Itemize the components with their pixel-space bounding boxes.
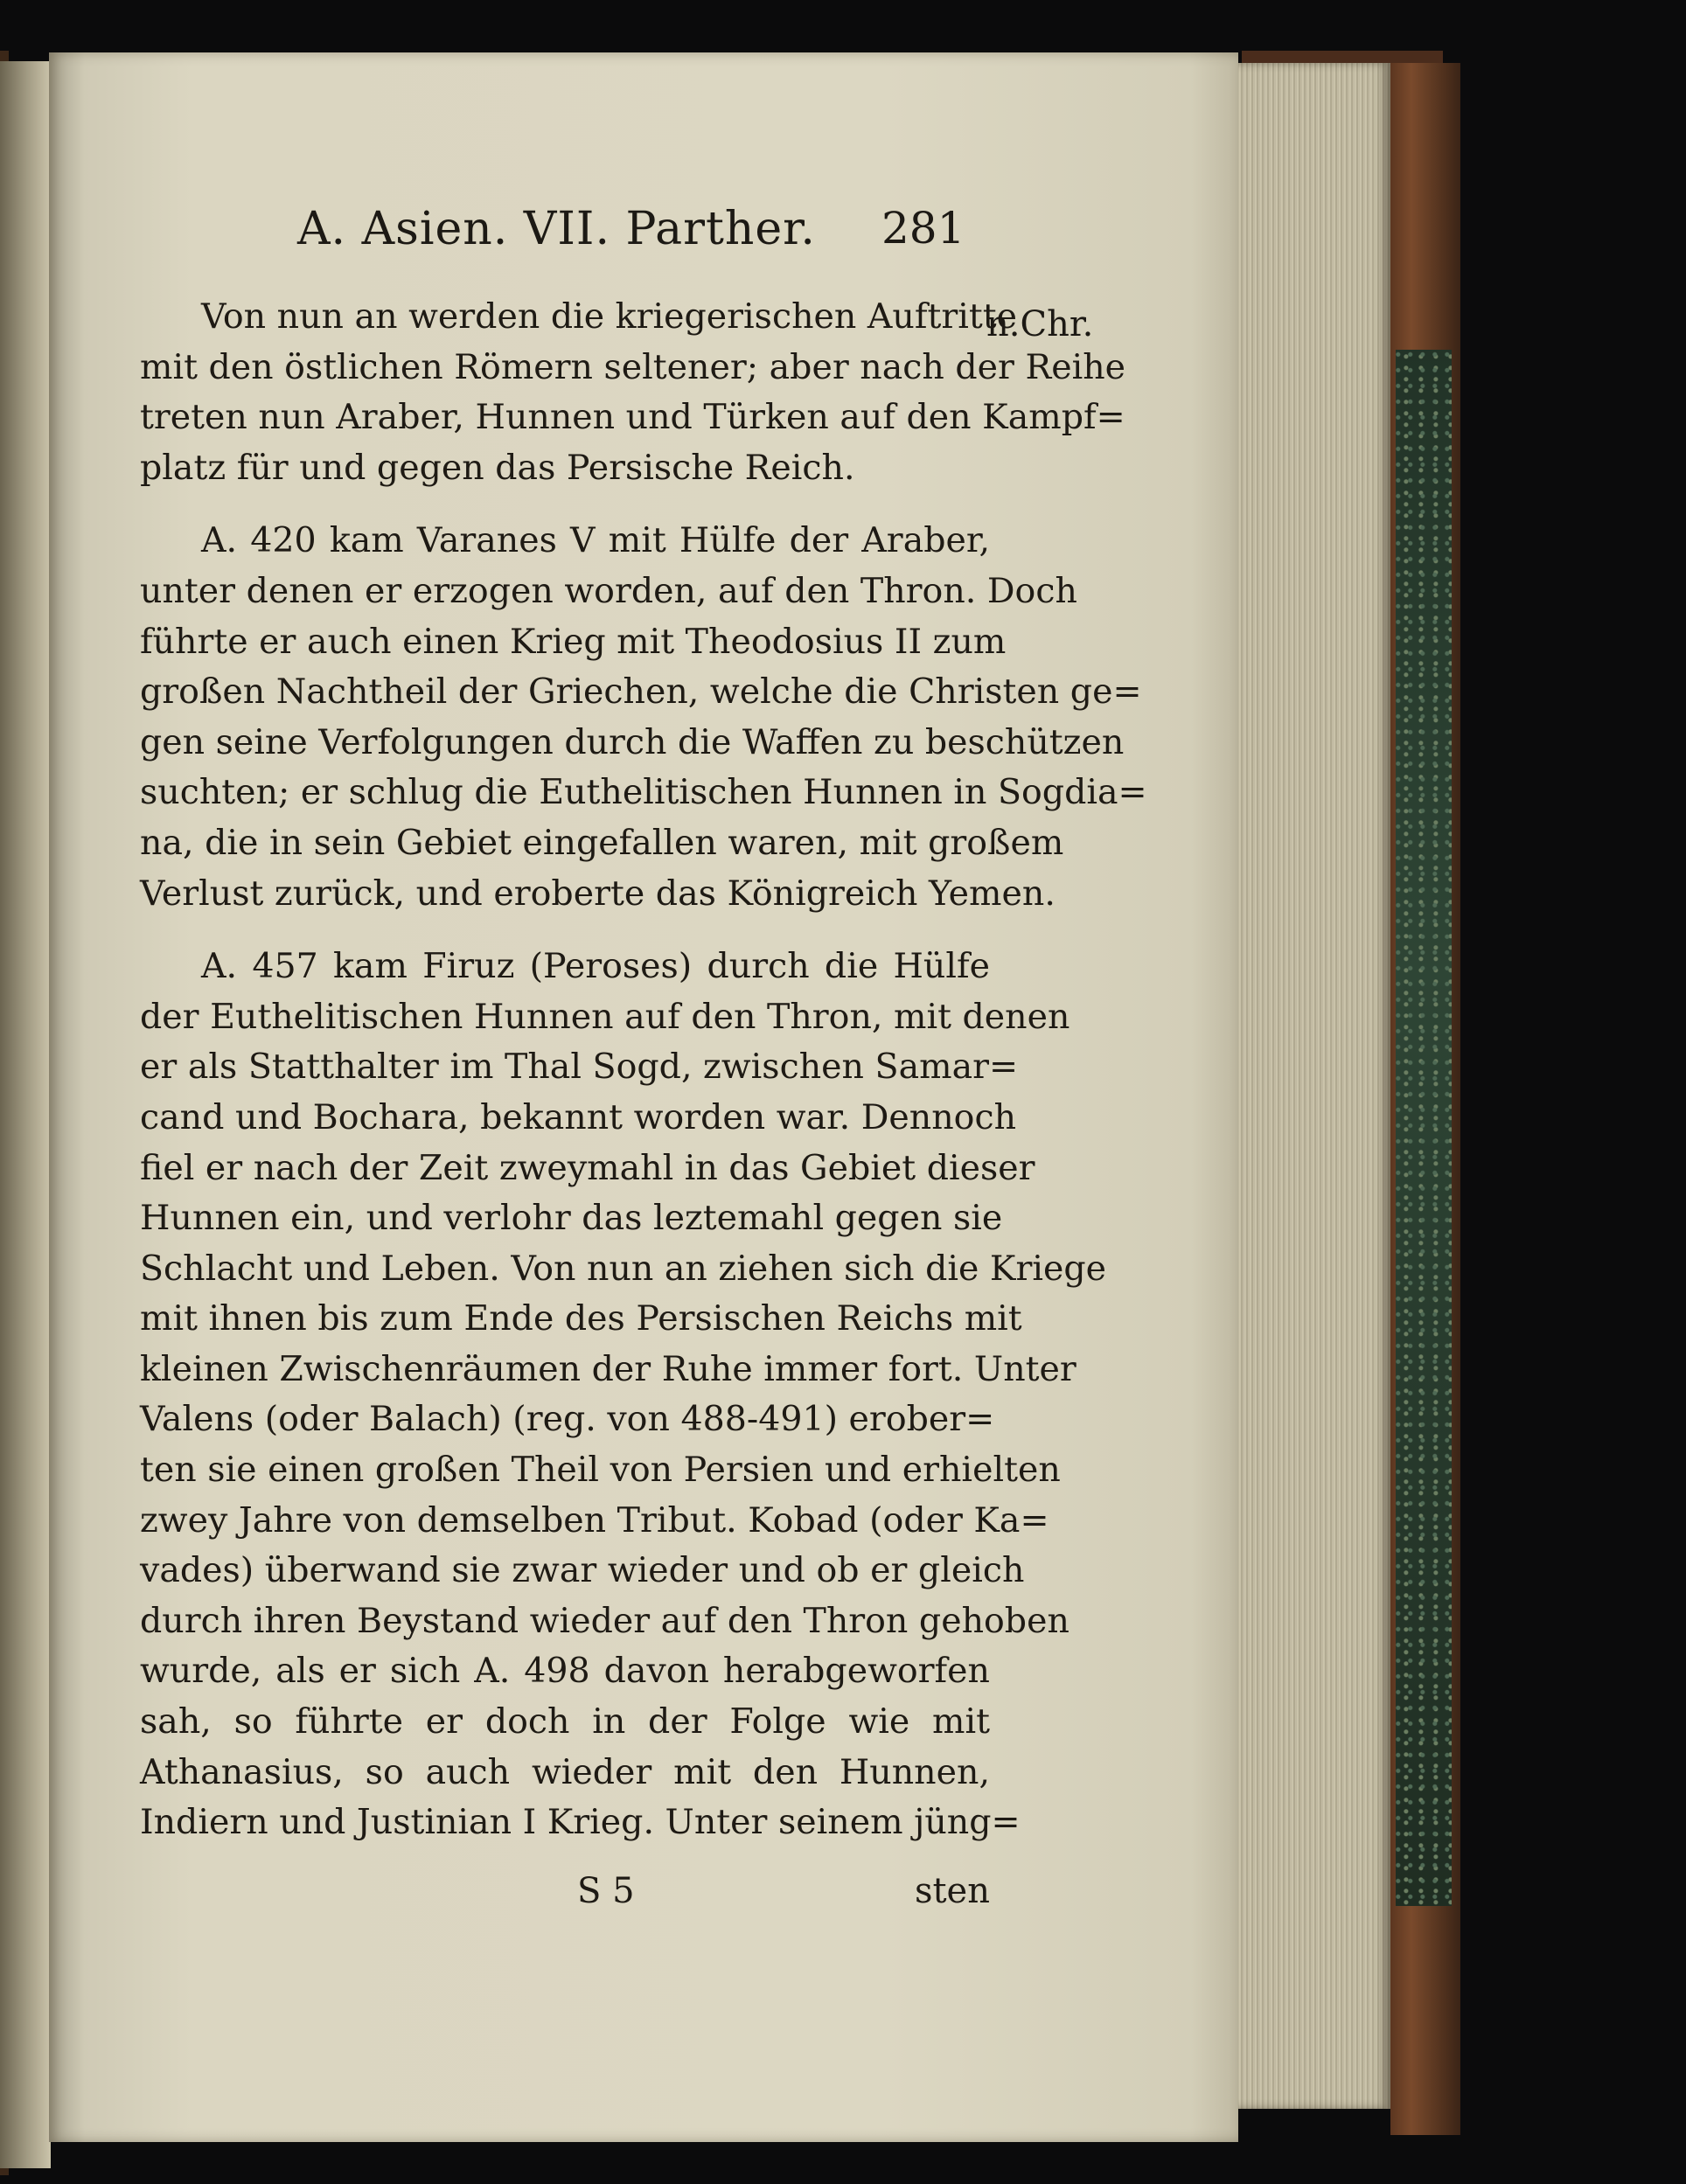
text-line: Valens (oder Balach) (reg. von 488-491) erober=	[140, 1399, 995, 1440]
text-line: Von nun an werden die kriegerischen Auftritte	[201, 296, 1017, 337]
paragraph-gap	[140, 919, 990, 942]
text-line: cand und Bochara, bekannt worden war. Dennoch	[140, 1096, 1017, 1137]
text-line: mit den östlichen Römern seltener; aber nach der Reihe	[140, 346, 1126, 387]
text-line: Schlacht und Leben. Von nun an ziehen sich die Kriege	[140, 1248, 1106, 1289]
page-number: 281	[881, 203, 965, 254]
margin-note: n.Chr.	[986, 304, 1094, 344]
text-line: wurde, als er sich A. 498 davon herabgeworfen	[140, 1651, 990, 1692]
text-line: A. 420 kam Varanes V mit Hülfe der Araber,	[201, 520, 990, 561]
text-line: treten nun Araber, Hunnen und Türken auf den Kampf=	[140, 397, 1125, 438]
text-line: fiel er nach der Zeit zweymahl in das Gebiet dieser	[140, 1147, 1035, 1188]
left-page-edge	[0, 61, 51, 2168]
marbled-cover	[1396, 350, 1452, 1906]
text-line: Verlust zurück, und eroberte das Königreich Yemen.	[140, 873, 1055, 914]
text-line: durch ihren Beystand wieder auf den Thron gehoben	[140, 1600, 1069, 1641]
text-line: der Euthelitischen Hunnen auf den Thron, mit denen	[140, 996, 1070, 1037]
paragraph	[140, 942, 1106, 1848]
running-head: A. Asien. VII. Parther.	[297, 203, 816, 255]
page-block-edges	[1228, 63, 1390, 2109]
text-line: na, die in sein Gebiet eingefallen waren, mit großem	[140, 822, 1064, 863]
catchword: sten	[914, 1871, 990, 1911]
text-line: vades) überwand sie zwar wieder und ob er gleich	[140, 1550, 1025, 1591]
text-line: Indiern und Justinian I Krieg. Unter seinem jüng=	[140, 1802, 1021, 1843]
text-line: ten sie einen großen Theil von Persien und erhielten	[140, 1450, 1061, 1491]
text-line: er als Statthalter im Thal Sogd, zwischen Samar=	[140, 1047, 1019, 1088]
page-header	[297, 203, 997, 273]
text-line: kleinen Zwischenräumen der Ruhe immer fort. Unter	[140, 1348, 1076, 1389]
paragraph-gap	[140, 493, 990, 516]
text-line: unter denen er erzogen worden, auf den Thron. Doch	[140, 570, 1077, 611]
text-line: suchten; er schlug die Euthelitischen Hunnen in Sogdia=	[140, 772, 1147, 813]
text-line: zwey Jahre von demselben Tribut. Kobad (oder Ka=	[140, 1499, 1049, 1541]
text-line: gen seine Verfolgungen durch die Waffen zu beschützen	[140, 721, 1125, 762]
signature-mark: S 5	[577, 1871, 635, 1911]
text-line: großen Nachtheil der Griechen, welche die Christen ge=	[140, 671, 1142, 713]
page-footer	[140, 1871, 990, 1923]
text-line: A. 457 kam Firuz (Peroses) durch die Hülfe	[201, 946, 990, 987]
text-line: mit ihnen bis zum Ende des Persischen Reichs mit	[140, 1298, 1022, 1339]
text-line: führte er auch einen Krieg mit Theodosius II zum	[140, 621, 1007, 662]
text-line: sah, so führte er doch in der Folge wie mit	[140, 1701, 990, 1742]
text-line: Hunnen ein, und verlohr das leztemahl gegen sie	[140, 1198, 1003, 1239]
text-line: Athanasius, so auch wieder mit den Hunnen,	[140, 1751, 990, 1792]
paragraph	[140, 516, 1147, 919]
text-line: platz für und gegen das Persische Reich.	[140, 447, 855, 488]
